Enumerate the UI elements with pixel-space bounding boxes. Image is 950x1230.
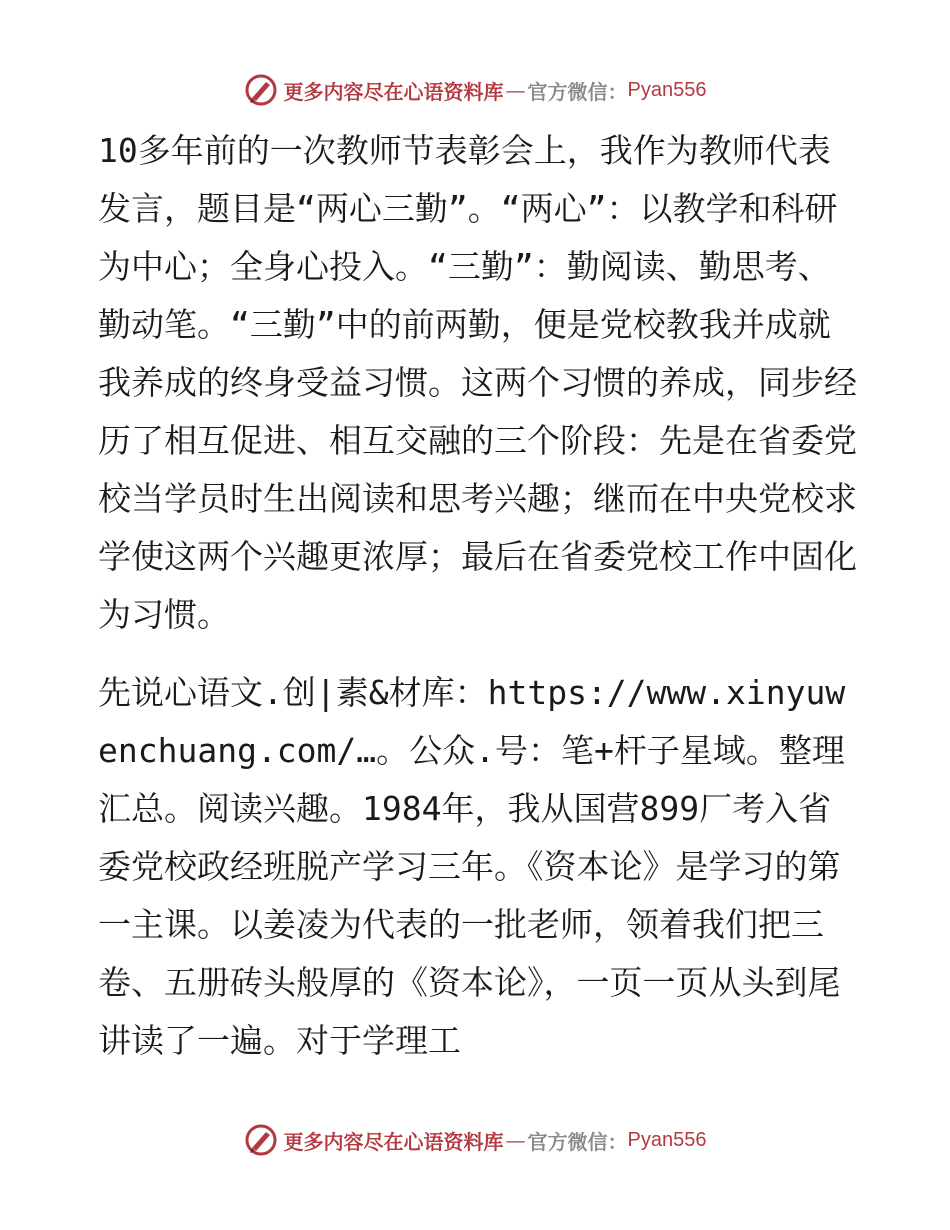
- promo-text: 更多内容尽在心语资料库: [283, 1129, 504, 1154]
- paragraph-2: 先说心语文.创|素&材库：https://www.xinyuwenchuang.com/…。公众.号：笔+杆子星域。整理汇总。阅读兴趣。1984年，我从国营899厂考入省委党校政经班脱产学习三年。《资本论》是学习的第一主课。以姜凌为代表的一批老师，领着我们把三卷、五册砖头般厚的《资本论》，一页一页从头到尾讲读了一遍。对于学理工: [98, 673, 846, 1060]
- promo-text: 更多内容尽在心语资料库: [283, 79, 504, 104]
- document-body: [98, 122, 858, 1070]
- separator-dash: —: [505, 1128, 526, 1152]
- paragraph-1: 10多年前的一次教师节表彰会上，我作为教师代表发言，题目是“两心三勤”。“两心”：以教学和科研为中心；全身心投入。“三勤”：勤阅读、勤思考、勤动笔。“三勤”中的前两勤，便是党校教我并成就我养成的终身受益习惯。这两个习惯的养成，同步经历了相互促进、相互交融的三个阶段：先是在省委党校当学员时生出阅读和思考兴趣；继而在中央党校求学使这两个兴趣更浓厚；最后在省委党校工作中固化为习惯。: [98, 131, 857, 634]
- wechat-handle: Pyan556: [627, 1128, 707, 1151]
- wechat-handle: Pyan556: [627, 78, 707, 101]
- pen-logo-icon: [244, 1123, 278, 1157]
- separator-dash: —: [505, 78, 526, 102]
- official-wechat-label: 官方微信：: [527, 1129, 628, 1154]
- pen-logo-icon: [244, 73, 278, 107]
- header-banner: [0, 70, 950, 110]
- official-wechat-label: 官方微信：: [527, 79, 628, 104]
- footer-banner: [0, 1120, 950, 1160]
